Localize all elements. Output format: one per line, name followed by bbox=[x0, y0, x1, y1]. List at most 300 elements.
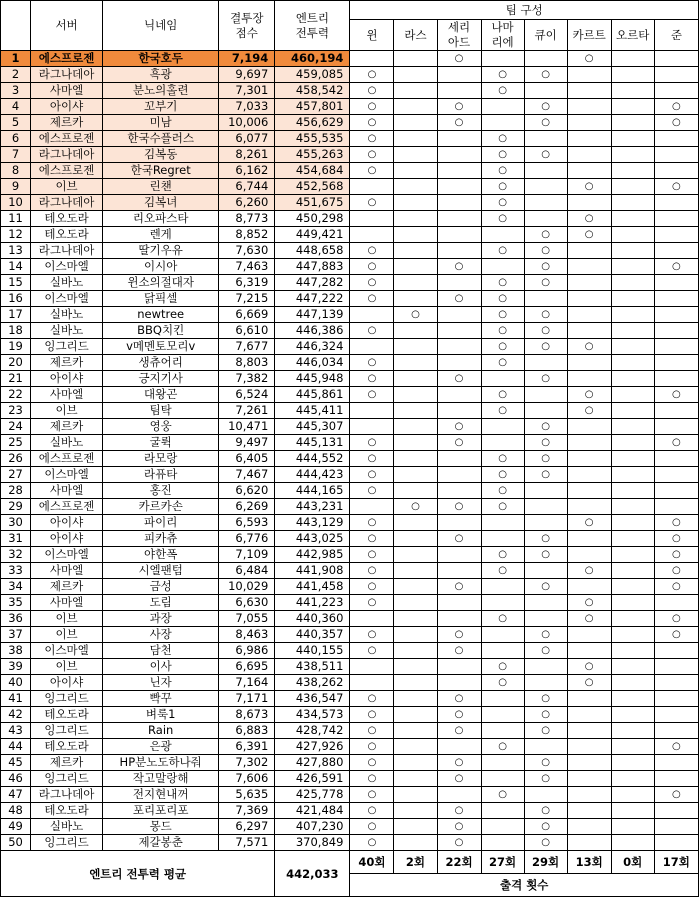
team-mark-cell bbox=[524, 211, 567, 227]
nickname-cell: 은광 bbox=[103, 739, 219, 755]
rank-cell: 24 bbox=[1, 419, 31, 435]
team-mark-cell: ○ bbox=[350, 627, 394, 643]
power-cell: 407,230 bbox=[275, 819, 350, 835]
server-cell: 실바노 bbox=[31, 819, 103, 835]
server-cell: 에스프로젠 bbox=[31, 51, 103, 67]
team-mark-cell bbox=[481, 771, 524, 787]
team-mark-cell bbox=[524, 483, 567, 499]
table-row bbox=[1, 563, 699, 579]
team-mark-cell: ○ bbox=[654, 787, 698, 803]
team-mark-cell bbox=[611, 355, 654, 371]
team-mark-cell: ○ bbox=[481, 195, 524, 211]
team-mark-cell: ○ bbox=[654, 435, 698, 451]
team-mark-cell bbox=[611, 819, 654, 835]
server-cell: 잉그리드 bbox=[31, 723, 103, 739]
table-row bbox=[1, 195, 699, 211]
nickname-cell: 김복녀 bbox=[103, 195, 219, 211]
rank-cell: 36 bbox=[1, 611, 31, 627]
team-mark-cell bbox=[567, 739, 611, 755]
score-cell: 6,620 bbox=[219, 483, 275, 499]
team-mark-cell bbox=[394, 611, 437, 627]
count-cell: 13회 bbox=[567, 851, 611, 874]
team-mark-cell bbox=[437, 611, 481, 627]
power-cell: 434,573 bbox=[275, 707, 350, 723]
team-mark-cell bbox=[394, 691, 437, 707]
server-cell: 이스마엘 bbox=[31, 291, 103, 307]
rank-cell: 17 bbox=[1, 307, 31, 323]
team-mark-cell bbox=[394, 371, 437, 387]
team-mark-cell bbox=[567, 627, 611, 643]
team-mark-cell bbox=[394, 179, 437, 195]
team-mark-cell bbox=[394, 403, 437, 419]
team-mark-cell bbox=[524, 739, 567, 755]
team-mark-cell bbox=[654, 819, 698, 835]
team-mark-cell bbox=[654, 755, 698, 771]
team-mark-cell bbox=[481, 691, 524, 707]
power-cell: 445,307 bbox=[275, 419, 350, 435]
team-mark-cell: ○ bbox=[524, 467, 567, 483]
table-row bbox=[1, 451, 699, 467]
team-mark-cell: ○ bbox=[350, 67, 394, 83]
server-cell: 이브 bbox=[31, 179, 103, 195]
team-mark-cell: ○ bbox=[350, 563, 394, 579]
team-mark-cell bbox=[567, 371, 611, 387]
team-mark-cell bbox=[611, 659, 654, 675]
server-cell: 라그나데아 bbox=[31, 67, 103, 83]
team-mark-cell bbox=[654, 211, 698, 227]
score-cell: 6,405 bbox=[219, 451, 275, 467]
team-mark-cell: ○ bbox=[567, 339, 611, 355]
nickname-cell: 포리포리포 bbox=[103, 803, 219, 819]
team-mark-cell bbox=[481, 755, 524, 771]
team-mark-cell bbox=[567, 451, 611, 467]
score-cell: 7,571 bbox=[219, 835, 275, 851]
team-mark-cell: ○ bbox=[524, 435, 567, 451]
rank-cell: 23 bbox=[1, 403, 31, 419]
rank-cell: 37 bbox=[1, 627, 31, 643]
server-cell: 이스마엘 bbox=[31, 643, 103, 659]
score-cell: 7,171 bbox=[219, 691, 275, 707]
team-mark-cell bbox=[394, 595, 437, 611]
team-mark-cell: ○ bbox=[654, 99, 698, 115]
score-cell: 6,524 bbox=[219, 387, 275, 403]
team-mark-cell bbox=[611, 419, 654, 435]
team-mark-cell: ○ bbox=[350, 755, 394, 771]
team-mark-cell bbox=[611, 467, 654, 483]
team-mark-cell bbox=[524, 611, 567, 627]
team-mark-cell bbox=[524, 595, 567, 611]
power-cell: 443,129 bbox=[275, 515, 350, 531]
header-char: 라스 bbox=[394, 20, 437, 51]
rank-cell: 35 bbox=[1, 595, 31, 611]
team-mark-cell: ○ bbox=[481, 83, 524, 99]
team-mark-cell bbox=[654, 419, 698, 435]
team-mark-cell bbox=[611, 643, 654, 659]
rank-cell: 9 bbox=[1, 179, 31, 195]
team-mark-cell bbox=[394, 547, 437, 563]
team-mark-cell bbox=[611, 275, 654, 291]
team-mark-cell: ○ bbox=[350, 243, 394, 259]
team-mark-cell bbox=[611, 787, 654, 803]
team-mark-cell bbox=[394, 531, 437, 547]
power-cell: 370,849 bbox=[275, 835, 350, 851]
header-char: 카르트 bbox=[567, 20, 611, 51]
rank-cell: 21 bbox=[1, 371, 31, 387]
team-mark-cell: ○ bbox=[350, 99, 394, 115]
team-mark-cell bbox=[394, 515, 437, 531]
team-mark-cell: ○ bbox=[437, 723, 481, 739]
team-mark-cell bbox=[654, 483, 698, 499]
team-mark-cell bbox=[611, 259, 654, 275]
server-cell: 사마엘 bbox=[31, 483, 103, 499]
nickname-cell: 몽드 bbox=[103, 819, 219, 835]
score-cell: 7,630 bbox=[219, 243, 275, 259]
team-mark-cell bbox=[654, 291, 698, 307]
table-row bbox=[1, 787, 699, 803]
team-mark-cell bbox=[567, 419, 611, 435]
server-cell: 아이샤 bbox=[31, 515, 103, 531]
team-mark-cell: ○ bbox=[437, 771, 481, 787]
team-mark-cell: ○ bbox=[524, 115, 567, 131]
score-cell: 9,697 bbox=[219, 67, 275, 83]
team-mark-cell: ○ bbox=[524, 691, 567, 707]
team-mark-cell bbox=[437, 323, 481, 339]
table-row bbox=[1, 387, 699, 403]
team-mark-cell: ○ bbox=[437, 627, 481, 643]
score-cell: 7,109 bbox=[219, 547, 275, 563]
rank-cell: 47 bbox=[1, 787, 31, 803]
team-mark-cell: ○ bbox=[481, 547, 524, 563]
team-mark-cell: ○ bbox=[350, 691, 394, 707]
team-mark-cell: ○ bbox=[437, 99, 481, 115]
team-mark-cell bbox=[437, 403, 481, 419]
team-mark-cell: ○ bbox=[350, 115, 394, 131]
rank-cell: 28 bbox=[1, 483, 31, 499]
team-mark-cell: ○ bbox=[481, 355, 524, 371]
team-mark-cell bbox=[611, 675, 654, 691]
team-mark-cell: ○ bbox=[437, 835, 481, 851]
power-cell: 452,568 bbox=[275, 179, 350, 195]
nickname-cell: 딸기우유 bbox=[103, 243, 219, 259]
team-mark-cell bbox=[654, 835, 698, 851]
score-cell: 6,593 bbox=[219, 515, 275, 531]
team-mark-cell bbox=[611, 179, 654, 195]
team-mark-cell bbox=[654, 803, 698, 819]
rank-cell: 49 bbox=[1, 819, 31, 835]
power-cell: 442,985 bbox=[275, 547, 350, 563]
power-cell: 425,778 bbox=[275, 787, 350, 803]
team-mark-cell: ○ bbox=[524, 275, 567, 291]
team-mark-cell: ○ bbox=[481, 659, 524, 675]
team-mark-cell bbox=[611, 211, 654, 227]
table-row bbox=[1, 611, 699, 627]
team-mark-cell bbox=[567, 819, 611, 835]
power-cell: 454,684 bbox=[275, 163, 350, 179]
team-mark-cell bbox=[654, 355, 698, 371]
team-mark-cell bbox=[394, 787, 437, 803]
team-mark-cell: ○ bbox=[350, 435, 394, 451]
team-mark-cell bbox=[611, 387, 654, 403]
team-mark-cell bbox=[524, 515, 567, 531]
team-mark-cell: ○ bbox=[350, 387, 394, 403]
score-cell: 7,369 bbox=[219, 803, 275, 819]
team-mark-cell bbox=[611, 483, 654, 499]
team-mark-cell: ○ bbox=[437, 531, 481, 547]
team-mark-cell: ○ bbox=[437, 115, 481, 131]
score-cell: 7,055 bbox=[219, 611, 275, 627]
nickname-cell: 생츄어리 bbox=[103, 355, 219, 371]
team-mark-cell bbox=[654, 51, 698, 67]
table-row bbox=[1, 323, 699, 339]
team-mark-cell bbox=[481, 227, 524, 243]
count-cell: 29회 bbox=[524, 851, 567, 874]
rank-cell: 32 bbox=[1, 547, 31, 563]
team-mark-cell bbox=[611, 595, 654, 611]
team-mark-cell: ○ bbox=[437, 707, 481, 723]
score-cell: 7,261 bbox=[219, 403, 275, 419]
nickname-cell: 카르카손 bbox=[103, 499, 219, 515]
nickname-cell: 이시아 bbox=[103, 259, 219, 275]
score-cell: 7,677 bbox=[219, 339, 275, 355]
nickname-cell: 닌자 bbox=[103, 675, 219, 691]
server-cell: 이브 bbox=[31, 627, 103, 643]
team-mark-cell: ○ bbox=[350, 819, 394, 835]
server-cell: 에스프로젠 bbox=[31, 499, 103, 515]
team-mark-cell bbox=[567, 195, 611, 211]
team-mark-cell bbox=[481, 259, 524, 275]
rank-cell: 2 bbox=[1, 67, 31, 83]
team-mark-cell bbox=[611, 771, 654, 787]
team-mark-cell: ○ bbox=[524, 243, 567, 259]
table-row bbox=[1, 147, 699, 163]
team-mark-cell: ○ bbox=[567, 563, 611, 579]
team-mark-cell bbox=[394, 339, 437, 355]
table-row bbox=[1, 771, 699, 787]
team-mark-cell: ○ bbox=[524, 755, 567, 771]
rank-cell: 13 bbox=[1, 243, 31, 259]
nickname-cell: 과장 bbox=[103, 611, 219, 627]
team-mark-cell bbox=[394, 755, 437, 771]
team-mark-cell: ○ bbox=[350, 835, 394, 851]
power-cell: 438,511 bbox=[275, 659, 350, 675]
power-cell: 450,298 bbox=[275, 211, 350, 227]
server-cell: 실바노 bbox=[31, 307, 103, 323]
team-mark-cell: ○ bbox=[350, 291, 394, 307]
table-row bbox=[1, 115, 699, 131]
team-mark-cell bbox=[437, 547, 481, 563]
team-mark-cell bbox=[567, 691, 611, 707]
power-cell: 445,131 bbox=[275, 435, 350, 451]
nickname-cell: 야한폭 bbox=[103, 547, 219, 563]
score-cell: 6,260 bbox=[219, 195, 275, 211]
team-mark-cell bbox=[394, 579, 437, 595]
team-mark-cell: ○ bbox=[394, 499, 437, 515]
team-mark-cell bbox=[481, 803, 524, 819]
table-row bbox=[1, 435, 699, 451]
power-cell: 446,034 bbox=[275, 355, 350, 371]
table-row bbox=[1, 227, 699, 243]
team-mark-cell bbox=[654, 451, 698, 467]
rank-cell: 29 bbox=[1, 499, 31, 515]
team-mark-cell bbox=[611, 435, 654, 451]
team-mark-cell bbox=[611, 723, 654, 739]
rank-cell: 44 bbox=[1, 739, 31, 755]
team-mark-cell bbox=[437, 339, 481, 355]
team-mark-cell: ○ bbox=[350, 595, 394, 611]
team-mark-cell bbox=[394, 67, 437, 83]
server-cell: 실바노 bbox=[31, 323, 103, 339]
power-cell: 444,165 bbox=[275, 483, 350, 499]
team-mark-cell: ○ bbox=[567, 611, 611, 627]
team-mark-cell bbox=[567, 499, 611, 515]
header-nickname: 닉네임 bbox=[103, 1, 219, 51]
team-mark-cell: ○ bbox=[524, 323, 567, 339]
team-mark-cell bbox=[567, 771, 611, 787]
score-cell: 6,269 bbox=[219, 499, 275, 515]
team-mark-cell: ○ bbox=[437, 819, 481, 835]
table-row bbox=[1, 67, 699, 83]
team-mark-cell bbox=[654, 371, 698, 387]
team-mark-cell bbox=[394, 467, 437, 483]
rank-cell: 20 bbox=[1, 355, 31, 371]
team-mark-cell: ○ bbox=[350, 451, 394, 467]
team-mark-cell bbox=[350, 659, 394, 675]
table-row bbox=[1, 419, 699, 435]
team-mark-cell bbox=[437, 243, 481, 259]
team-mark-cell bbox=[394, 723, 437, 739]
team-mark-cell bbox=[567, 115, 611, 131]
score-cell: 8,463 bbox=[219, 627, 275, 643]
team-mark-cell: ○ bbox=[437, 259, 481, 275]
team-mark-cell bbox=[611, 339, 654, 355]
count-cell: 40회 bbox=[350, 851, 394, 874]
power-cell: 455,263 bbox=[275, 147, 350, 163]
server-cell: 아이샤 bbox=[31, 371, 103, 387]
nickname-cell: 사장 bbox=[103, 627, 219, 643]
team-mark-cell bbox=[654, 323, 698, 339]
team-mark-cell bbox=[437, 355, 481, 371]
team-mark-cell bbox=[567, 355, 611, 371]
team-mark-cell: ○ bbox=[350, 467, 394, 483]
score-cell: 5,635 bbox=[219, 787, 275, 803]
team-mark-cell bbox=[437, 515, 481, 531]
team-mark-cell bbox=[611, 195, 654, 211]
server-cell: 이스마엘 bbox=[31, 467, 103, 483]
team-mark-cell bbox=[567, 483, 611, 499]
team-mark-cell bbox=[437, 675, 481, 691]
team-mark-cell bbox=[524, 563, 567, 579]
power-cell: 440,360 bbox=[275, 611, 350, 627]
team-mark-cell bbox=[437, 227, 481, 243]
team-mark-cell: ○ bbox=[481, 787, 524, 803]
server-cell: 제르카 bbox=[31, 355, 103, 371]
team-mark-cell bbox=[567, 131, 611, 147]
nickname-cell: 이사 bbox=[103, 659, 219, 675]
team-mark-cell bbox=[394, 115, 437, 131]
team-mark-cell: ○ bbox=[350, 147, 394, 163]
team-mark-cell bbox=[524, 787, 567, 803]
team-mark-cell: ○ bbox=[437, 51, 481, 67]
power-cell: 446,324 bbox=[275, 339, 350, 355]
nickname-cell: 전지현내꺼 bbox=[103, 787, 219, 803]
team-mark-cell: ○ bbox=[350, 547, 394, 563]
nickname-cell: 작고말랑해 bbox=[103, 771, 219, 787]
team-mark-cell: ○ bbox=[481, 483, 524, 499]
team-mark-cell: ○ bbox=[350, 515, 394, 531]
team-mark-cell: ○ bbox=[654, 563, 698, 579]
rank-cell: 31 bbox=[1, 531, 31, 547]
team-mark-cell bbox=[611, 371, 654, 387]
power-cell: 421,484 bbox=[275, 803, 350, 819]
table-row bbox=[1, 291, 699, 307]
score-cell: 7,606 bbox=[219, 771, 275, 787]
table-row bbox=[1, 403, 699, 419]
rank-cell: 4 bbox=[1, 99, 31, 115]
count-cell: 2회 bbox=[394, 851, 437, 874]
team-mark-cell: ○ bbox=[567, 403, 611, 419]
table-row bbox=[1, 467, 699, 483]
team-mark-cell bbox=[350, 611, 394, 627]
team-mark-cell: ○ bbox=[524, 419, 567, 435]
team-mark-cell: ○ bbox=[524, 307, 567, 323]
score-cell: 6,391 bbox=[219, 739, 275, 755]
team-mark-cell bbox=[394, 771, 437, 787]
team-mark-cell bbox=[524, 659, 567, 675]
team-mark-cell: ○ bbox=[654, 179, 698, 195]
team-mark-cell bbox=[611, 627, 654, 643]
power-cell: 441,908 bbox=[275, 563, 350, 579]
rank-cell: 3 bbox=[1, 83, 31, 99]
nickname-cell: 미남 bbox=[103, 115, 219, 131]
power-cell: 438,262 bbox=[275, 675, 350, 691]
team-mark-cell bbox=[350, 339, 394, 355]
team-mark-cell bbox=[654, 307, 698, 323]
team-mark-cell bbox=[350, 179, 394, 195]
table-row bbox=[1, 547, 699, 563]
nickname-cell: 긍지기사 bbox=[103, 371, 219, 387]
team-mark-cell bbox=[394, 707, 437, 723]
team-mark-cell: ○ bbox=[437, 499, 481, 515]
rank-cell: 14 bbox=[1, 259, 31, 275]
rank-cell: 41 bbox=[1, 691, 31, 707]
score-cell: 7,463 bbox=[219, 259, 275, 275]
team-mark-cell bbox=[524, 387, 567, 403]
team-mark-cell bbox=[481, 627, 524, 643]
team-mark-cell bbox=[567, 803, 611, 819]
team-mark-cell: ○ bbox=[350, 371, 394, 387]
average-label: 엔트리 전투력 평균 bbox=[1, 851, 275, 897]
team-mark-cell: ○ bbox=[524, 819, 567, 835]
team-mark-cell: ○ bbox=[350, 723, 394, 739]
power-cell: 458,542 bbox=[275, 83, 350, 99]
rank-cell: 11 bbox=[1, 211, 31, 227]
team-mark-cell bbox=[394, 483, 437, 499]
team-mark-cell bbox=[350, 419, 394, 435]
rank-cell: 38 bbox=[1, 643, 31, 659]
score-cell: 7,164 bbox=[219, 675, 275, 691]
team-mark-cell bbox=[394, 659, 437, 675]
server-cell: 아이샤 bbox=[31, 531, 103, 547]
power-cell: 449,421 bbox=[275, 227, 350, 243]
nickname-cell: 윈소의절대자 bbox=[103, 275, 219, 291]
rank-cell: 16 bbox=[1, 291, 31, 307]
team-mark-cell bbox=[437, 179, 481, 195]
team-mark-cell bbox=[567, 467, 611, 483]
team-mark-cell bbox=[654, 83, 698, 99]
power-cell: 441,458 bbox=[275, 579, 350, 595]
team-mark-cell: ○ bbox=[524, 723, 567, 739]
power-cell: 444,552 bbox=[275, 451, 350, 467]
